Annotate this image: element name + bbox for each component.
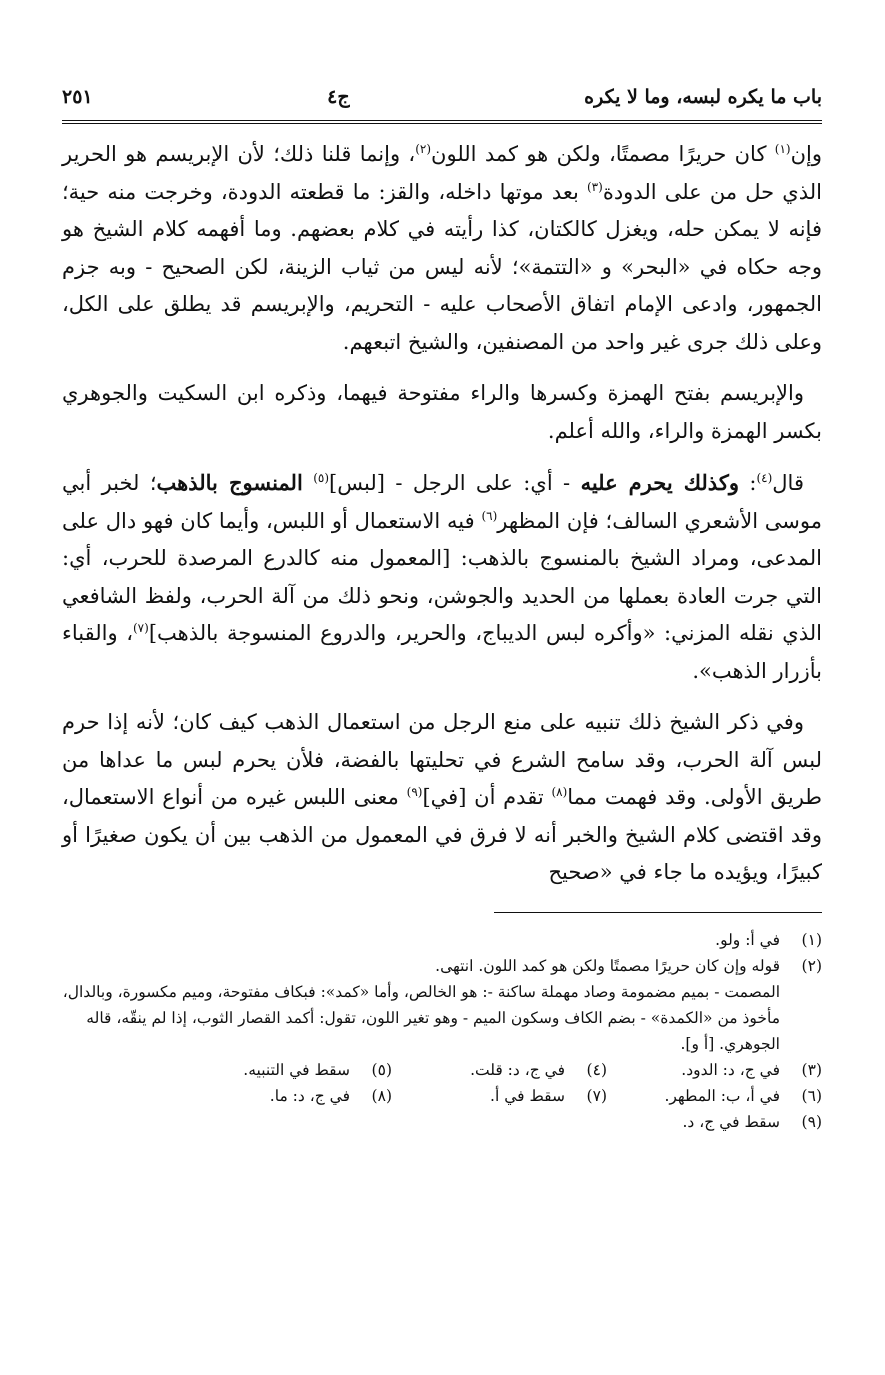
footnote-reference: (٦) [481,508,498,523]
page-number: ٢٥١ [62,86,93,108]
text-segment: - أي: على الرجل - [لبس] [329,471,581,495]
footnotes [62,927,822,1135]
bold-text-segment: المنسوج بالذهب [156,470,303,495]
footnote-3 [607,1057,822,1083]
text-segment: فيه الاستعمال أو اللبس، وأيما كان فهو دال على المدعى، ومراد الشيخ بالمنسوج بالذهب: [المعمول منه كالدرع المرصدة للحرب، أي: التي جرت العادة بعملها من الحديد والجوشن، ونحو ذلك من آلة الحرب، ولفظ الشافعي الذي نقله المزني: «وأكره لبس الديباج، والحرير، والدروع المنسوجة بالذهب] [62,508,822,645]
footnote-number: (٩) [801,1112,822,1131]
footnote-text: المصمت - بميم مضمومة وصاد مهملة ساكنة -: هو الخالص، وأما «كمد»: فبكاف مفتوحة، وميم مكسورة، وبالدال، مأخوذ من «الكمدة» - بضم الكاف وسكون الميم - وهو تغير اللون، تقول: أكمد القصار الثوب، إذا لم ينقّه، قاله الجوهري. [أ و]. [62,982,780,1053]
footnote-reference: (١) [774,142,791,156]
footnote-reference: (٧) [132,621,149,635]
book-page [62,80,822,1135]
footnote-number: (٢) [801,956,822,975]
volume-label: ج٤ [327,86,350,108]
footnote-text: قوله وإن كان حريرًا مصمتًا ولكن هو كمد اللون. انتهى. [435,956,780,975]
footnote-number: (١) [801,930,822,949]
footnote-8 [177,1083,392,1109]
footnote-number: (٧) [586,1086,607,1105]
chapter-title: باب ما يكره لبسه، وما لا يكره [584,86,822,108]
text-segment: معنى اللبس غيره من أنواع الاستعمال، وقد اقتضى كلام الشيخ والخبر أنه لا فرق في المعمول من الذهب بين أن يكون صغيرًا أو كبيرًا، ويؤيده ما جاء في «صحيح [62,785,822,884]
paragraph [62,464,822,690]
footnote-number: (٦) [801,1086,822,1105]
paragraph [62,704,822,892]
header-rule [62,120,822,124]
main-text [62,136,822,892]
footnote-2-continuation [62,979,822,1057]
footnote-row-3-5 [62,1057,822,1083]
footnote-row-6-8 [62,1083,822,1109]
text-segment: : [738,471,757,495]
text-segment: ؛ لخبر أبي موسى الأشعري السالف؛ فإن المظهر [62,471,822,533]
text-segment: وفي ذكر الشيخ ذلك تنبيه على منع الرجل من استعمال الذهب كيف كان؛ لأنه إذا حرم لبس آلة الحرب، وقد سامح الشرع في تحليتها بالفضة، فلأن يحرم لبس ما عداها من طريق الأولى. وقد فهمت مما [62,710,822,809]
footnote-text: في ج، د: الدود. [681,1060,780,1079]
footnote-text: في أ، ب: المطهر. [664,1086,780,1105]
text-segment: بعد موتها داخله، والقز: ما قطعته الدودة، وخرجت منه حية؛ فإنه لا يمكن حله، ويغزل كالكتان، كذا رأيته في كلام بعضهم. وما أفهمه كلام الشيخ هو وجه حكاه في «البحر» و «التتمة»؛ لأنه ليس من ثياب الزينة، لكن الصحيح - وبه جزم الجمهور، وادعى الإمام اتفاق الأصحاب عليه - التحريم، والإبريسم قد يطلق على الكل، وعلى ذلك جرى غير واحد من المصنفين، والشيخ اتبعهم. [62,179,822,354]
text-segment: وإن [790,142,823,166]
bold-text-segment: وكذلك يحرم عليه [580,470,739,495]
text-segment: تقدم أن [في] [422,785,552,809]
footnote-reference: (٢) [415,142,432,156]
text-segment: كان حريرًا مصمتًا، ولكن هو كمد اللون [431,142,775,166]
footnote-reference: (٨) [551,785,568,799]
footnote-text: في ج، د: ما. [269,1086,350,1105]
text-segment: ، والقباء بأزرار الذهب». [62,621,822,683]
footnote-6 [607,1083,822,1109]
footnote-reference: (٩) [406,785,423,799]
footnote-4 [392,1057,607,1083]
text-segment: قال [772,471,804,495]
footnote-1 [62,927,822,953]
footnote-number: (٨) [371,1086,392,1105]
footnote-number: (٥) [371,1060,392,1079]
footnote-number: (٣) [801,1060,822,1079]
footnote-reference: (٤) [756,471,773,485]
text-segment: ، وإنما قلنا ذلك؛ لأن الإبريسم هو الحرير الذي حل من على الدودة [62,142,822,204]
footnote-text: سقط في التنبيه. [243,1060,350,1079]
footnote-text: سقط في أ. [490,1086,565,1105]
footnote-text: في أ: ولو. [715,930,780,949]
footnote-separator [494,912,822,913]
running-header [62,80,822,114]
footnote-reference: (٥) [313,471,330,485]
paragraph [62,375,822,450]
footnote-5 [177,1057,392,1083]
footnote-text: في ج، د: قلت. [470,1060,565,1079]
footnote-reference: (٣) [586,179,603,194]
footnote-7 [392,1083,607,1109]
text-segment [303,471,313,495]
footnote-text: سقط في ج، د. [682,1112,780,1131]
paragraph [62,136,822,361]
footnote-9 [62,1109,822,1135]
text-segment: والإبريسم بفتح الهمزة وكسرها والراء مفتوحة فيهما، وذكره ابن السكيت والجوهري بكسر الهمزة والراء، والله أعلم. [62,381,822,443]
footnote-number: (٤) [586,1060,607,1079]
footnote-2 [62,953,822,979]
